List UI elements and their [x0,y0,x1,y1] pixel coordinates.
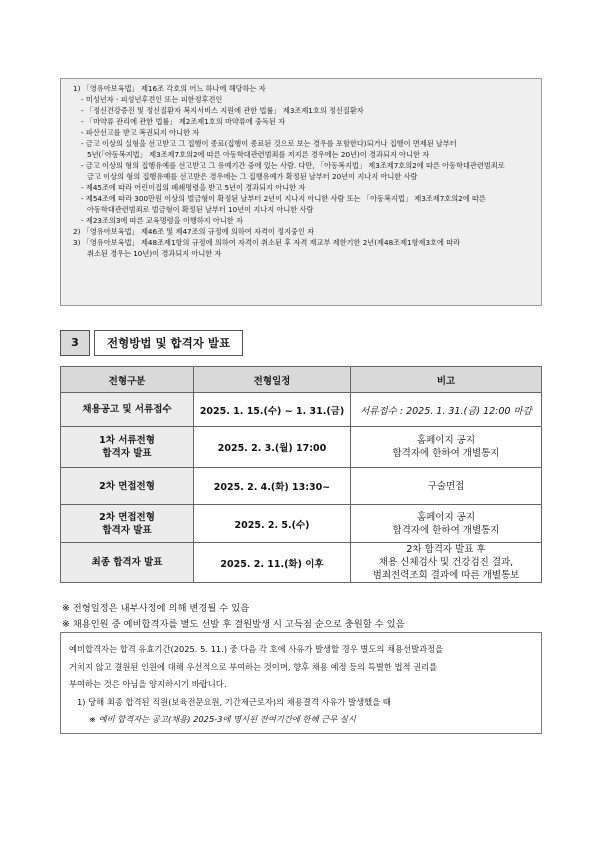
table-row [61,393,542,427]
disqualification-line: 취소된 경우는 10년)이 경과되지 아니한 자 [87,249,222,258]
note-cell [351,543,542,583]
reserve-candidate-note: ※ 채용인원 중 예비합격자를 별도 선발 후 결원발생 시 고득점 순으로 충원할 수 있음 [62,619,405,630]
reserve-candidate-box [60,632,542,734]
disqualification-line: - 「마약류 관리에 관한 법률」 제2조제1호의 마약류에 중독된 자 [81,117,286,126]
disqualification-line: - 파산선고를 받고 복권되지 아니한 자 [81,128,200,137]
stage-cell [61,393,194,427]
section-heading [60,330,243,356]
stage-text: 채용공고 및 서류접수 [82,404,172,415]
section-title: 전형방법 및 합격자 발표 [94,330,243,356]
disqualification-line: 3) 「영유아보육법」 제48조제1항의 규정에 의하여 자격이 취소된 후 자격 재교부 제한기한 2년(제48조제1항제3호에 따라 [73,238,461,247]
disqualification-line: 2) 「영유아보육법」 제46조 및 제47조의 규정에 의하여 자격이 정지중인 자 [73,227,315,236]
header-note: 비고 [351,367,542,393]
disqualification-line: 1) 「영유아보육법」 제16조 각호의 어느 하나에 해당하는 자 [73,84,266,93]
deadline-date: 2025. 1. 31.(금) 12:00 마감 [406,405,532,417]
table-row [61,543,542,583]
disqualification-line: - 미성년자ㆍ피성년후견인 또는 피한정후견인 [81,95,223,104]
reserve-line: 거치지 않고 결원된 인원에 대해 우선적으로 부여하는 것이며, 향후 채용 예정 등의 특별한 법적 권리를 [69,661,438,672]
table-row [61,468,542,505]
stage-cell [61,468,194,505]
stage-text: 2차 면접전형 [99,480,155,492]
disqualification-line: 금고 이상의 형의 집행유예를 선고받은 경우에는 그 집행유예가 확정된 날부터 20년이 지나지 아니한 사람 [87,172,418,181]
stage-cell [61,505,194,543]
table-row [61,505,542,543]
note-text: 홈페이지 공지 [416,435,476,446]
note-cell [351,427,542,468]
stage-text: 1차 서류전형 [99,435,155,446]
table-row [61,427,542,468]
date-cell: 2025. 2. 4.(화) 13:30~ [194,468,351,505]
note-text: 구술면접 [427,480,465,492]
disqualification-line: 5년(「아동복지법」 제3조제7호의2에 따른 아동학대관련범죄를 저지른 경우에는 20년)이 경과되지 아니한 자 [87,150,430,159]
note-cell [351,393,542,427]
note-text: 채용 신체검사 및 건강검진 결과, [378,557,514,568]
reserve-line: 부여하는 것은 아님을 양지하시기 바랍니다. [69,679,227,689]
note-text: 홈페이지 공지 [416,511,476,523]
section-number: 3 [60,330,90,356]
stage-cell [61,543,194,583]
note-cell [351,468,542,505]
disqualification-line: - 금고 이상의 실형을 선고받고 그 집행이 종료(집행이 종료된 것으로 보는 경우를 포함한다)되거나 집행이 면제된 날부터 [81,139,457,148]
disqualification-line: - 금고 이상의 형의 집행유예를 선고받고 그 유예기간 중에 있는 사람. 다만, 「아동복지법」 제3조제7호의2에 따른 아동학대관련범죄로 [81,161,505,170]
disqualification-line: - 제45조에 따라 어린이집의 폐쇄명령을 받고 5년이 경과되지 아니한 자 [81,183,306,192]
schedule-change-note: ※ 전형일정은 내부사정에 의해 변경될 수 있음 [62,603,250,614]
reserve-line: 예비합격자는 합격 유효기간(2025. 5. 11.) 중 다음 각 호에 사유가 발생할 경우 별도의 채용선발과정을 [69,644,444,654]
reserve-italic-note: ※ 예비 합격자는 공고(채용) 2025-3에 명시된 잔여기간에 한해 근무 실시 [89,714,356,724]
date-cell: 2025. 2. 3.(월) 17:00 [194,427,351,468]
disqualification-box [60,78,542,306]
stage-cell [61,427,194,468]
header-date: 전형일정 [194,367,351,393]
note-text: 범죄전력조회 결과에 따른 개별통보 [372,570,520,581]
note-text: 2차 합격자 발표 후 [406,544,486,555]
stage-text: 2차 면접전형 [99,511,155,523]
reserve-item: 1) 당해 최종 합격된 직원(보육전문요원, 기간제근로자)의 채용결격 사유가 발생했을 때 [77,696,391,707]
date-cell: 2025. 2. 5.(수) [194,505,351,543]
note-cell [351,505,542,543]
schedule-table [60,366,542,583]
header-stage: 전형구분 [61,367,194,393]
disqualification-line: - 제54조에 따라 300만원 이상의 벌금형이 확정된 날부터 2년이 지나지 아니한 사람 또는 「아동복지법」 제3조제7호의2에 따른 [81,194,486,203]
disqualification-line: - 제23조의3에 따른 교육명령을 이행하지 아니한 자 [81,216,243,225]
stage-text: 합격자 발표 [102,524,152,536]
date-cell: 2025. 1. 15.(수) ~ 1. 31.(금) [194,393,351,427]
stage-text: 합격자 발표 [102,448,152,459]
date-cell: 2025. 2. 11.(화) 이후 [194,543,351,583]
deadline-label: 서류접수 : [360,405,407,417]
note-text: 합격자에 한하여 개별통지 [392,448,500,459]
note-text: 합격자에 한하여 개별통지 [392,524,500,536]
stage-text: 최종 합격자 발표 [91,557,163,568]
disqualification-line: - 「정신건강증진 및 정신질환자 복지서비스 지원에 관한 법률」 제3조제1호의 정신질환자 [81,106,364,115]
table-header-row [61,367,542,393]
disqualification-line: 아동학대관련범죄로 벌금형이 확정된 날부터 10년이 지나지 아니한 사람 [87,205,314,214]
